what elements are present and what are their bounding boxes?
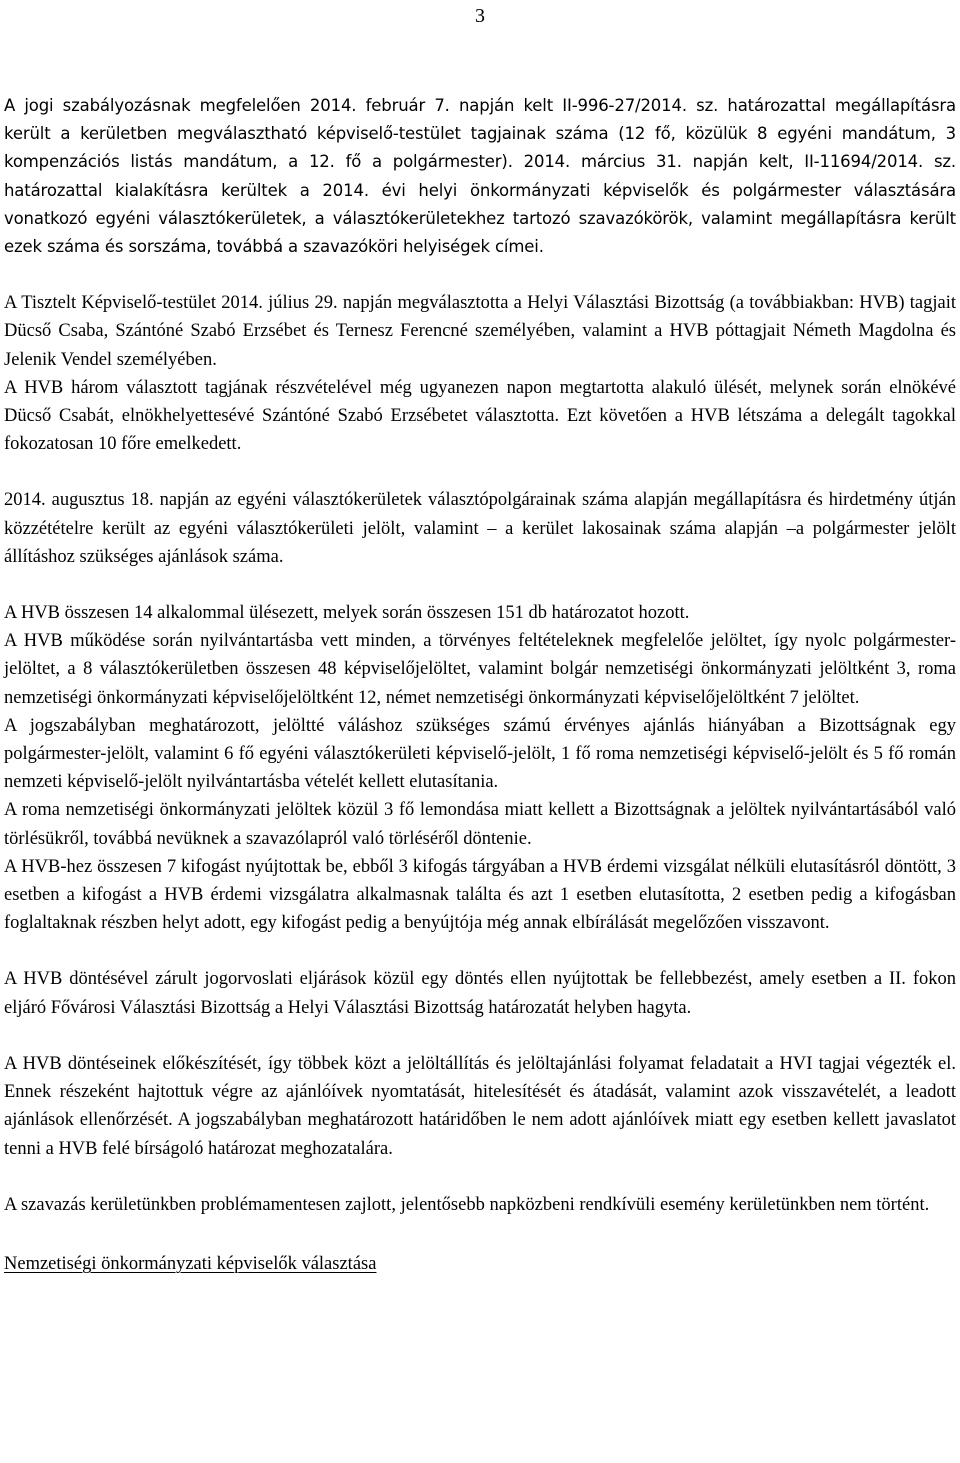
paragraph-hvb-election: A Tisztelt Képviselő-testület 2014. július 29. napján megválasztotta a Helyi Választási Bizottság (a továbbiakban: HVB) tagjait Dücső Csaba, Szántóné Szabó Erzsébet és Ternesz Ferencné személyében, valamint a HVB póttagjait Németh Magdolna és Jelenik Vendel személyében. — [4, 293, 956, 370]
paragraph-hvb-sessions: A HVB összesen 14 alkalommal ülésezett, melyek során összesen 151 db határozatot hozott. — [4, 603, 690, 624]
paragraph-hvb-inaugural-meeting: A HVB három választott tagjának részvételével még ugyanezen napon megtartotta alakuló ülését, melynek során elnökévé Dücső Csabát, elnökhelyettesévé Szántóné Szabó Erzsébetet választotta. Ezt követően a HVB létszáma a delegált tagokkal fokozatosan 10 főre emelkedett. — [4, 377, 956, 455]
paragraph-voting-day: A szavazás kerületünkben problémamentesen zajlott, jelentősebb napközbeni rendkívüli esemény kerületünkben nem történt. — [4, 1194, 930, 1215]
paragraph-objections: A HVB-hez összesen 7 kifogást nyújtottak be, ebből 3 kifogás tárgyában a HVB érdemi vizsgálat nélküli elutasításról döntött, 3 esetben a kifogást a HVB érdemi vizsgálatra alkalmasnak találta és azt 1 esetben elutasította, 2 esetben pedig a kifogásban foglaltaknak részben helyt adott, egy kifogást pedig a benyújtója még annak elbírálását megelőzően visszavont. — [4, 856, 956, 934]
paragraph-candidate-registration: A HVB működése során nyilvántartásba vett minden, a törvényes feltételeknek megfelelőe jelöltet, így nyolc polgármester-jelöltet, a 8 választókerületben összesen 48 képviselőjelöltet, valamint bolgár nemzetiségi önkormányzati jelöltként 3, roma nemzetiségi önkormányzati képviselőjelöltként 12, német nemzetiségi önkormányzati képviselőjelöltként 7 jelöltet. — [4, 631, 956, 708]
paragraph-roma-resignations: A roma nemzetiségi önkormányzati jelöltek közül 3 fő lemondása miatt kellett a Bizottságnak a jelöltek nyilvántartásából való törlésükről, továbbá nevüknek a szavazólapról való törléséről döntenie. — [4, 800, 956, 849]
paragraph-hvi-preparation: A HVB döntéseinek előkészítését, így többek közt a jelöltállítás és jelöltajánlási folyamat feladatait a HVI tagjai végezték el. Ennek részeként hajtottuk végre az ajánlóívek nyomtatását, hitelesítését és átadását, valamint azok visszavételét, a leadott ajánlások ellenőrzését. A jogszabályban meghatározott határidőben le nem adott ajánlóívek miatt egy esetben kellett javaslatot tenni a HVB felé bírságoló határozat meghozatalára. — [4, 1053, 956, 1159]
paragraph-recommendations-count: 2014. augusztus 18. napján az egyéni választókerületek választópolgárainak száma alapján megállapításra és hirdetmény útján közzétételre került az egyéni választókerületi jelölt, valamint – a kerület lakosainak száma alapján –a polgármester jelölt állításhoz szükséges ajánlások száma. — [4, 490, 956, 567]
paragraph-legal-regulation: A jogi szabályozásnak megfelelően 2014. február 7. napján kelt II-996-27/2014. sz. határozattal megállapításra került a kerületben megválasztható képviselő-testület tagjainak száma (12 fő, közülük 8 egyéni mandátum, 3 kompenzációs listás mandátum, a 12. fő a polgármester). 2014. március 31. napján kelt, II-11694/2014. sz. határozattal kialakításra kerültek a 2014. évi helyi önkormányzati képviselők és polgármester választására vonatkozó egyéni választókerületek, a választókerületekhez tartozó szavazókörök, valamint megállapításra került ezek száma és sorszáma, továbbá a szavazóköri helyiségek címei. — [4, 96, 956, 257]
document-body — [4, 92, 956, 1278]
paragraph-rejected-registrations: A jogszabályban meghatározott, jelöltté váláshoz szükséges számú érvényes ajánlás hiányában a Bizottságnak egy polgármester-jelölt, valamint 6 fő egyéni választókerületi képviselő-jelölt, 1 fő roma nemzetiségi képviselő-jelölt és 5 fő román nemzeti képviselő-jelölt nyilvántartásba vételét kellett elutasítania. — [4, 715, 956, 793]
page-number: 3 — [475, 5, 485, 27]
section-heading-nationality-elections: Nemzetiségi önkormányzati képviselők választása — [4, 1253, 377, 1274]
paragraph-appeals: A HVB döntésével zárult jogorvoslati eljárások közül egy döntés ellen nyújtottak be fellebbezést, amely esetben a II. fokon eljáró Fővárosi Választási Bizottság a Helyi Választási Bizottság határozatát helyben hagyta. — [4, 969, 956, 1018]
